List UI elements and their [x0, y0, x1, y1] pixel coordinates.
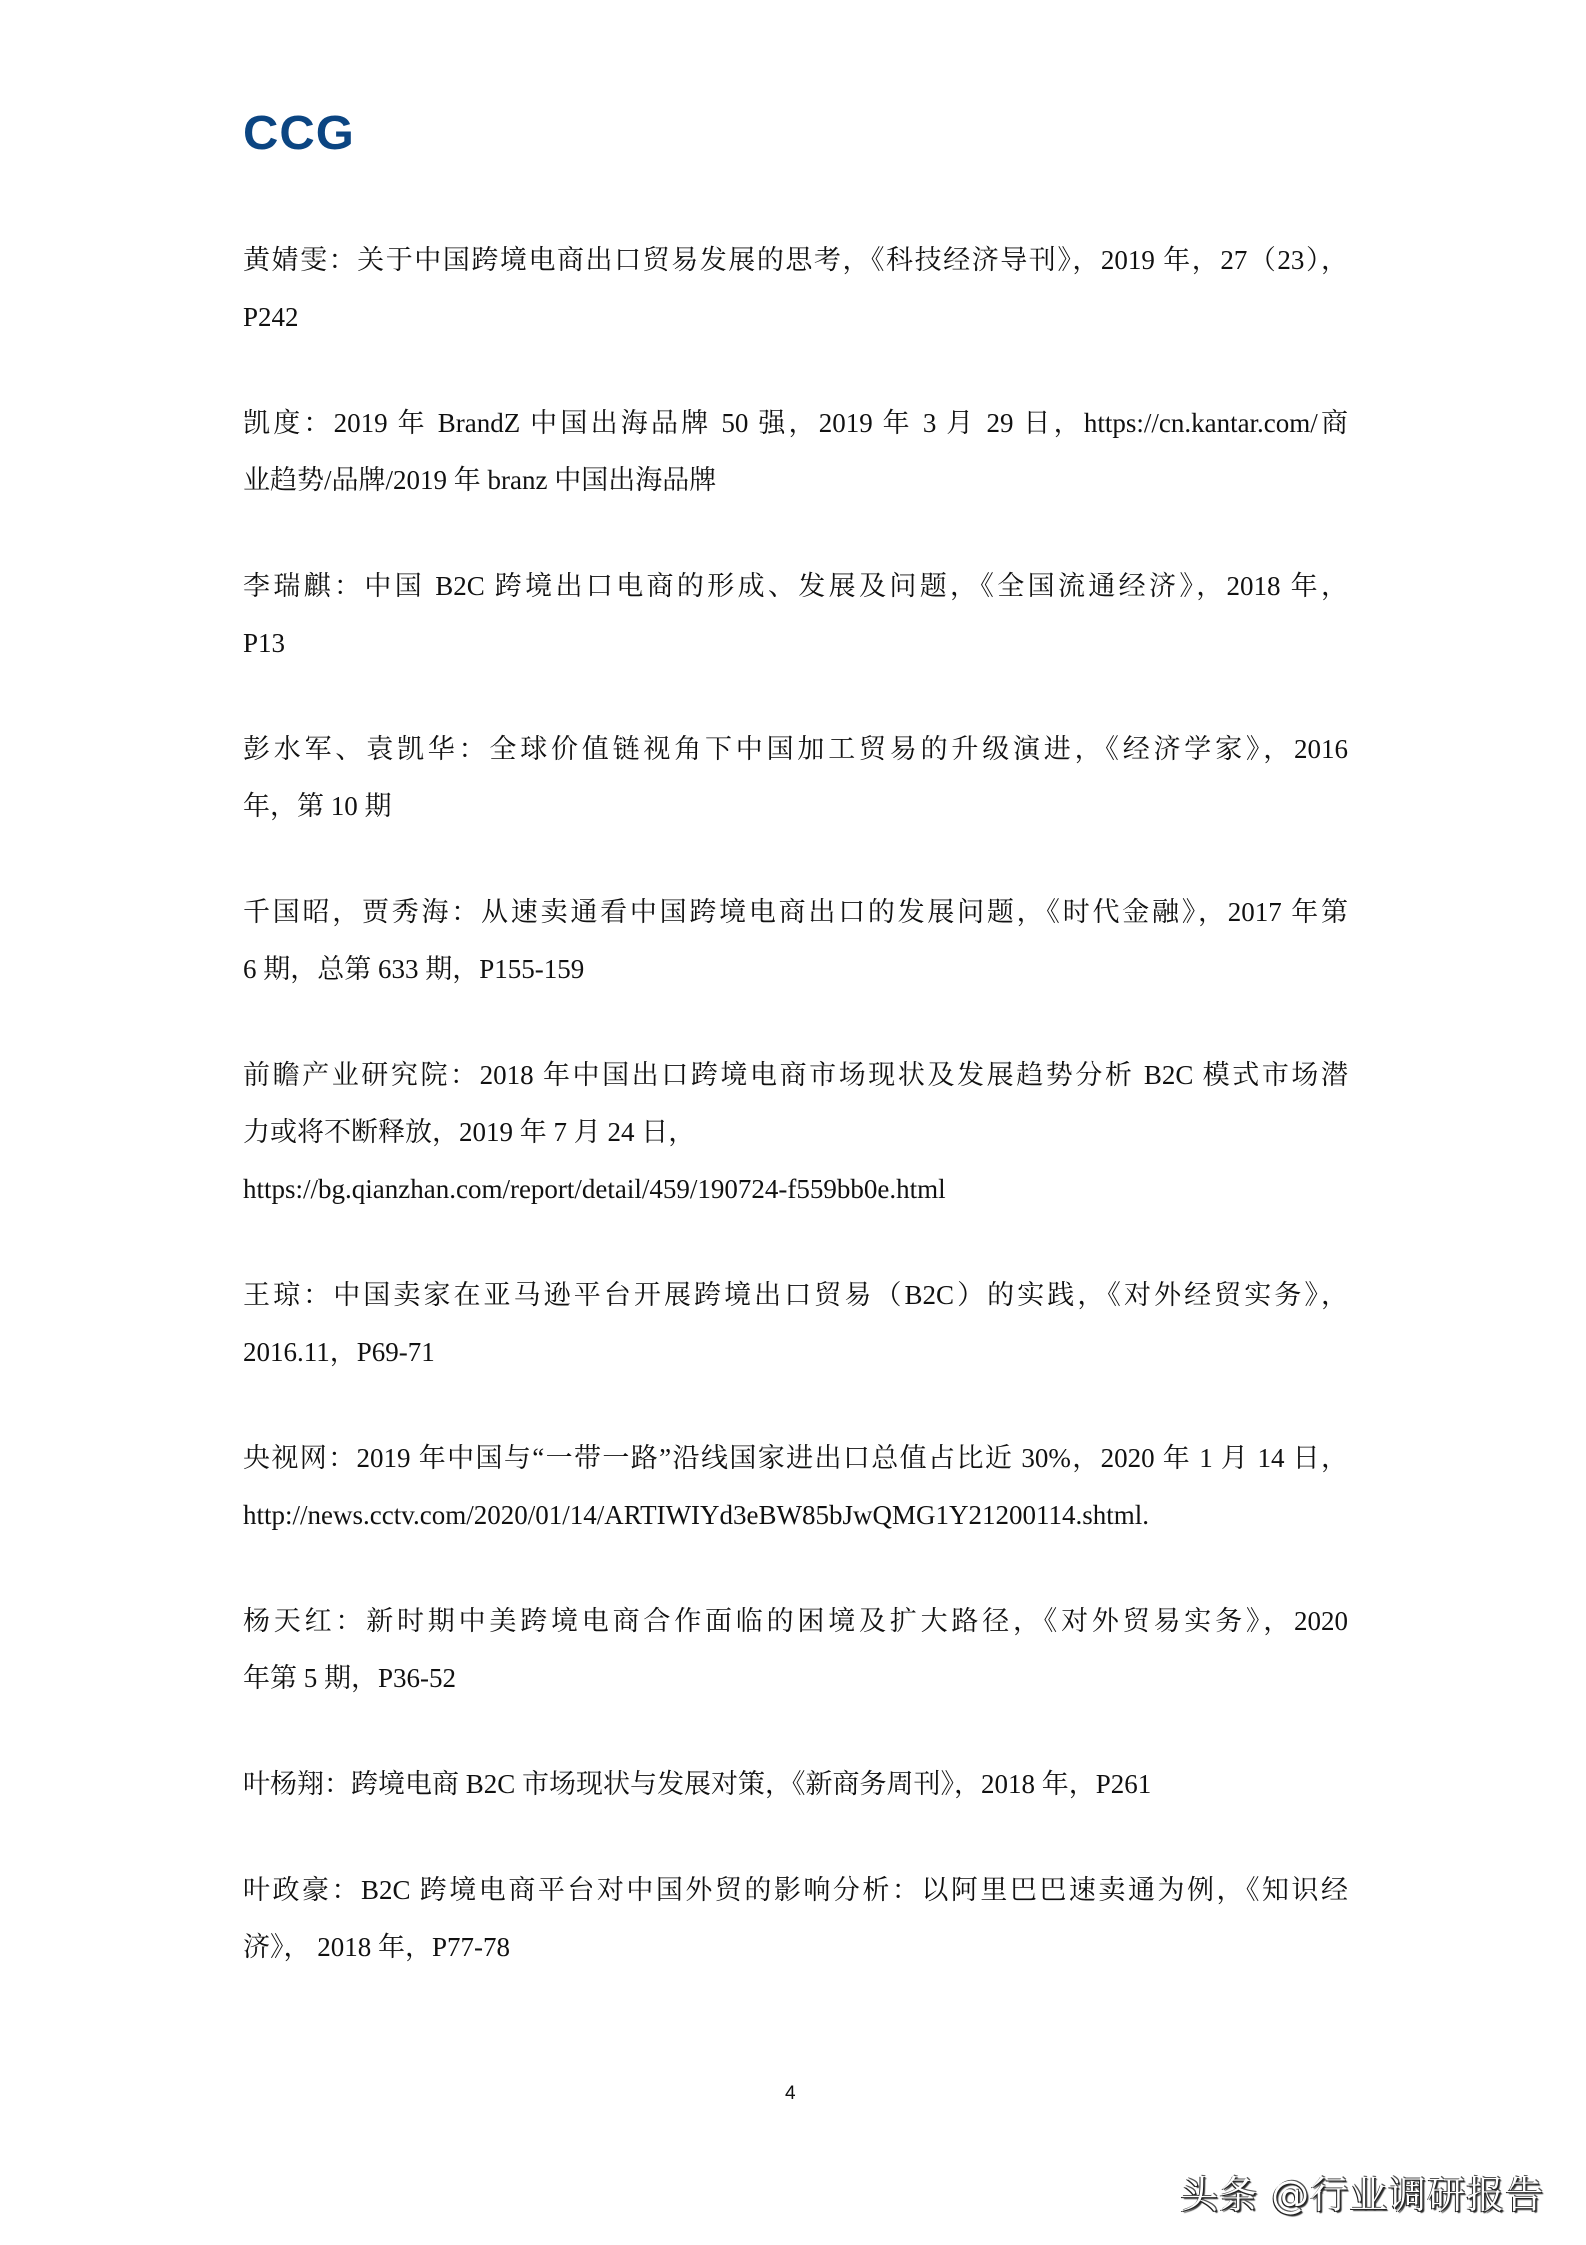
reference-line: 王琼：中国卖家在亚马逊平台开展跨境出口贸易（B2C）的实践，《对外经贸实务》， [243, 1280, 1348, 1310]
reference-entry [243, 1047, 1348, 1218]
reference-line: 业趋势/品牌/2019 年 branz 中国出海品牌 [243, 465, 717, 495]
reference-line: 6 期，总第 633 期，P155-159 [243, 954, 585, 984]
reference-line: 叶杨翔：跨境电商 B2C 市场现状与发展对策，《新商务周刊》，2018 年，P261 [243, 1769, 1152, 1799]
reference-line: 千国昭，贾秀海：从速卖通看中国跨境电商出口的发展问题，《时代金融》，2017 年第 [243, 897, 1348, 927]
reference-line: 叶政豪：B2C 跨境电商平台对中国外贸的影响分析：以阿里巴巴速卖通为例，《知识经 [243, 1875, 1348, 1905]
page-number: 4 [785, 2083, 796, 2104]
reference-url[interactable]: https://bg.qianzhan.com/report/detail/459/190724-f559bb0e.html [243, 1174, 946, 1204]
reference-line: 凯度：2019 年 BrandZ 中国出海品牌 50 强，2019 年 3 月 29 日，https://cn.kantar.com/商 [243, 408, 1348, 438]
reference-entry [243, 884, 1348, 998]
reference-url[interactable]: http://news.cctv.com/2020/01/14/ARTIWIYd3eBW85bJwQMG1Y21200114.shtml. [243, 1500, 1150, 1530]
reference-line: P242 [243, 302, 299, 332]
reference-line: 力或将不断释放，2019 年 7 月 24 日， [243, 1117, 696, 1147]
reference-entry [243, 558, 1348, 672]
reference-line: 李瑞麒：中国 B2C 跨境出口电商的形成、发展及问题，《全国流通经济》，2018 年， [243, 571, 1348, 601]
reference-line: 2016.11，P69-71 [243, 1337, 435, 1367]
reference-line: 杨天红：新时期中美跨境电商合作面临的困境及扩大路径，《对外贸易实务》，2020 [243, 1606, 1348, 1636]
reference-entry [243, 1862, 1348, 1976]
reference-entry [243, 1430, 1348, 1544]
reference-line: 年，第 10 期 [243, 791, 392, 821]
reference-entry [243, 395, 1348, 509]
reference-line: 央视网：2019 年中国与“一带一路”沿线国家进出口总值占比近 30%，2020 年 1 月 14 日， [243, 1443, 1348, 1473]
reference-entry [243, 232, 1348, 346]
watermark: 头条 @行业调研报告 [1180, 2173, 1545, 2217]
reference-line: 前瞻产业研究院：2018 年中国出口跨境电商市场现状及发展趋势分析 B2C 模式市场潜 [243, 1060, 1348, 1090]
reference-line: P13 [243, 628, 286, 658]
reference-entry [243, 1267, 1348, 1381]
reference-entry [243, 1756, 1348, 1813]
reference-line: 年第 5 期，P36-52 [243, 1663, 457, 1693]
reference-entry [243, 1593, 1348, 1707]
reference-line: 黄婧雯：关于中国跨境电商出口贸易发展的思考，《科技经济导刊》，2019 年，27（23）， [243, 245, 1348, 275]
reference-line: 济》， 2018 年，P77-78 [243, 1932, 511, 1962]
reference-line: 彭水军、袁凯华：全球价值链视角下中国加工贸易的升级演进，《经济学家》，2016 [243, 734, 1348, 764]
reference-entry [243, 721, 1348, 835]
reference-list [243, 232, 1348, 2025]
ccg-logo: CCG [243, 107, 355, 160]
